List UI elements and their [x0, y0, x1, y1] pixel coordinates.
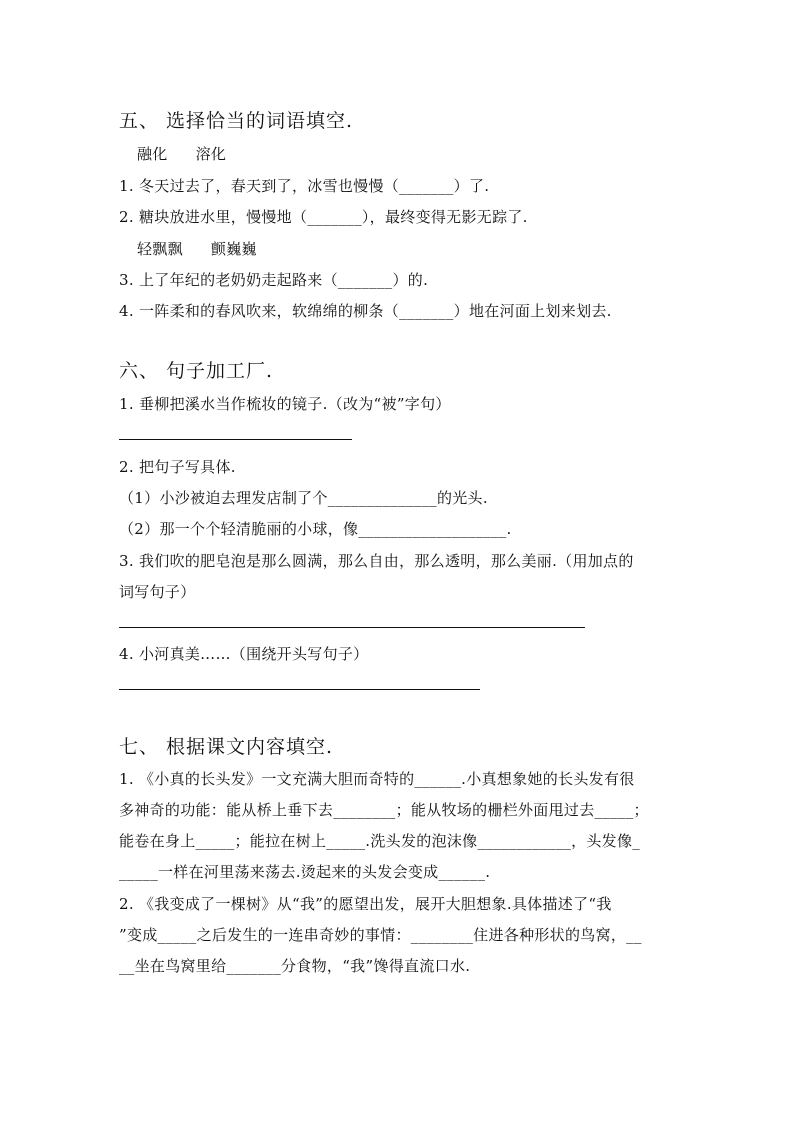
answer-line[interactable] — [119, 689, 480, 690]
section-7-title: 七、 根据课文内容填空. — [119, 736, 334, 758]
paragraph-7-1-line3: 能卷在身上_____；能拉在树上_____.洗头发的泡沫像____________，头发像_ — [119, 832, 641, 850]
word-option: 融化 — [137, 145, 168, 163]
question-5-4: 4. 一阵柔和的春风吹来，软绵绵的柳条（_______）地在河面上划来划去. — [119, 302, 612, 320]
section-6-title: 六、 句子加工厂. — [119, 360, 274, 382]
question-6-2: 2. 把句子写具体. — [119, 458, 236, 476]
paragraph-7-2-line2: ”变成_____之后发生的一连串奇妙的事情：________住进各种形状的鸟窝，__ — [119, 926, 642, 944]
question-5-3: 3. 上了年纪的老奶奶走起路来（_______）的. — [119, 271, 429, 289]
question-6-2-2: （2）那一个个轻清脆丽的小球，像___________________. — [119, 520, 512, 538]
question-6-1: 1. 垂柳把溪水当作梳妆的镜子.（改为“被”字句） — [119, 395, 451, 413]
question-6-2-1: （1）小沙被迫去理发店制了个______________的光头. — [119, 489, 488, 507]
question-5-2: 2. 糖块放进水里，慢慢地（_______），最终变得无影无踪了. — [119, 208, 528, 226]
paragraph-7-1-line2: 多神奇的功能：能从桥上垂下去________；能从牧场的栅栏外面甩过去_____； — [119, 801, 649, 819]
word-option: 颤巍巍 — [210, 240, 257, 258]
question-5-1: 1. 冬天过去了，春天到了，冰雪也慢慢（_______）了. — [119, 177, 490, 195]
answer-line[interactable] — [119, 627, 585, 628]
answer-line[interactable] — [119, 439, 352, 440]
word-option: 溶化 — [195, 145, 227, 163]
question-6-3-line1: 3. 我们吹的肥皂泡是那么圆满，那么自由，那么透明，那么美丽.（用加点的 — [119, 552, 634, 570]
word-option: 轻飘飘 — [137, 240, 183, 258]
paragraph-7-1-line4: _____一样在河里荡来荡去.烫起来的头发会变成______. — [119, 863, 491, 881]
paragraph-7-2-line3: __坐在鸟窝里给_______分食物，“我”馋得直流口水. — [119, 957, 471, 975]
paragraph-7-1-line1: 1. 《小真的长头发》一文充满大胆而奇特的______.小真想象她的长头发有很 — [119, 770, 635, 788]
section-5-title: 五、 选择恰当的词语填空. — [119, 110, 354, 132]
question-6-3-line2: 词写句子） — [119, 583, 196, 601]
word-options-1 — [137, 143, 226, 164]
question-6-4: 4. 小河真美……（围绕开头写句子） — [119, 645, 369, 663]
paragraph-7-2-line1: 2. 《我变成了一棵树》从“我”的愿望出发，展开大胆想象.具体描述了“我 — [119, 895, 612, 913]
word-options-2 — [137, 238, 257, 259]
